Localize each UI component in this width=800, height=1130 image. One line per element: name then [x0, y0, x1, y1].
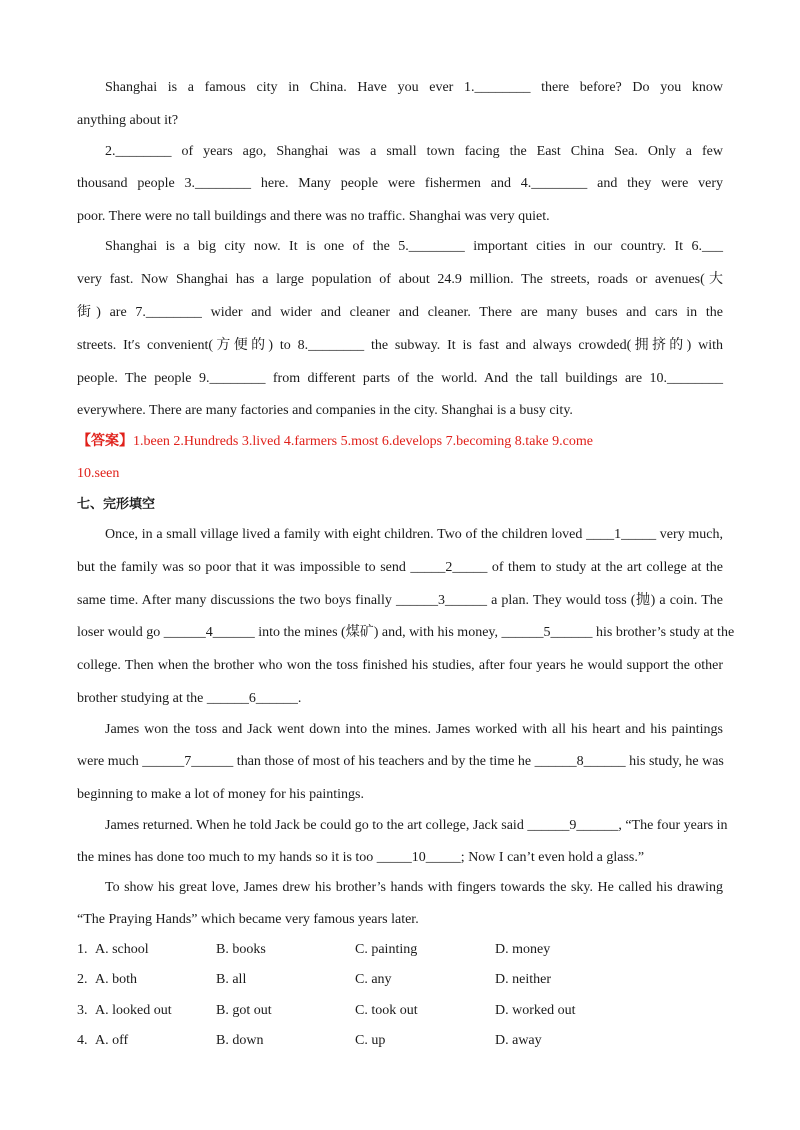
- passage1-line-9: streets. It′s convenient(方便的) to 8.________ the subway. It is fast and always crowded(拥挤的) with: [77, 338, 723, 353]
- passage1-line-5: poor. There were no tall buildings and there was no traffic. Shanghai was very quiet.: [77, 209, 550, 224]
- option-d: D. neither: [495, 972, 551, 987]
- passage2-line-5: college. Then when the brother who won the toss finished his studies, after four years he would support the other: [77, 658, 723, 673]
- passage1-line-2: anything about it?: [77, 113, 179, 128]
- option-c: C. up: [355, 1033, 386, 1048]
- passage1-line-10: people. The people 9.________ from different parts of the world. And the tall buildings are 10.________: [77, 371, 723, 386]
- passage2-line-10: James returned. When he told Jack be could go to the art college, Jack said ______9______, “The four years in: [105, 818, 728, 833]
- passage2-line-4: loser would go ______4______ into the mines (煤矿) and, with his money, ______5______ his brother’s study at the: [77, 625, 735, 640]
- option-row: [77, 972, 723, 990]
- section-heading: 七、完形填空: [77, 497, 156, 512]
- passage2-line-12: To show his great love, James drew his brother’s hands with fingers towards the sky. He called his drawing: [105, 880, 723, 895]
- option-d: D. worked out: [495, 1003, 576, 1018]
- question-number: 4.: [77, 1033, 88, 1048]
- passage2-line-9: beginning to make a lot of money for his paintings.: [77, 787, 364, 802]
- option-c: C. any: [355, 972, 392, 987]
- option-d: D. away: [495, 1033, 542, 1048]
- passage1-line-6: Shanghai is a big city now. It is one of the 5.________ important cities in our country. It 6.___: [105, 239, 723, 254]
- option-d: D. money: [495, 942, 551, 957]
- option-b: B. down: [216, 1033, 264, 1048]
- option-c: C. took out: [355, 1003, 418, 1018]
- passage2-line-11: the mines has done too much to my hands so it is too _____10_____; Now I can’t even hold a glass.”: [77, 850, 645, 865]
- passage2-line-6: brother studying at the ______6______.: [77, 691, 302, 706]
- option-a: A. both: [95, 972, 137, 987]
- passage2-line-13: “The Praying Hands” which became very famous years later.: [77, 912, 419, 927]
- passage1-line-7: very fast. Now Shanghai has a large population of about 24.9 million. The streets, roads or avenues(大: [77, 272, 723, 287]
- passage1-line-4: thousand people 3.________ here. Many people were fishermen and 4.________ and they were very: [77, 176, 723, 191]
- passage1-line-8: 街) are 7.________ wider and wider and cleaner and cleaner. There are many buses and cars in the: [77, 305, 723, 320]
- answer-line-1: [77, 433, 723, 451]
- option-row: [77, 1003, 723, 1021]
- passage2-line-1: Once, in a small village lived a family with eight children. Two of the children loved ____1_____ very much,: [105, 527, 723, 542]
- answer-line-2: 10.seen: [77, 466, 120, 481]
- answer-label: 【答案】: [77, 434, 133, 449]
- option-a: A. off: [95, 1033, 129, 1048]
- option-b: B. got out: [216, 1003, 272, 1018]
- question-number: 3.: [77, 1003, 88, 1018]
- passage2-line-3: same time. After many discussions the two boys finally ______3______ a plan. They would toss (抛) a coin. The: [77, 593, 723, 608]
- option-row: [77, 1033, 723, 1051]
- passage2-line-2: but the family was so poor that it was impossible to send _____2_____ of them to study at the art college at the: [77, 560, 723, 575]
- option-a: A. looked out: [95, 1003, 172, 1018]
- passage1-line-1: Shanghai is a famous city in China. Have you ever 1.________ there before? Do you know: [105, 80, 723, 95]
- option-b: B. books: [216, 942, 266, 957]
- question-number: 2.: [77, 972, 88, 987]
- option-a: A. school: [95, 942, 149, 957]
- question-number: 1.: [77, 942, 88, 957]
- passage1-line-3: 2.________ of years ago, Shanghai was a small town facing the East China Sea. Only a few: [105, 144, 723, 159]
- passage2-line-8: were much ______7______ than those of most of his teachers and by the time he ______8______ his study, he was: [77, 754, 724, 769]
- answer-values: 1.been 2.Hundreds 3.lived 4.farmers 5.most 6.develops 7.becoming 8.take 9.come: [133, 434, 593, 449]
- passage1-line-11: everywhere. There are many factories and companies in the city. Shanghai is a busy city.: [77, 403, 573, 418]
- passage2-line-7: James won the toss and Jack went down into the mines. James worked with all his heart and his paintings: [105, 722, 723, 737]
- option-c: C. painting: [355, 942, 418, 957]
- option-row: [77, 942, 723, 960]
- option-b: B. all: [216, 972, 247, 987]
